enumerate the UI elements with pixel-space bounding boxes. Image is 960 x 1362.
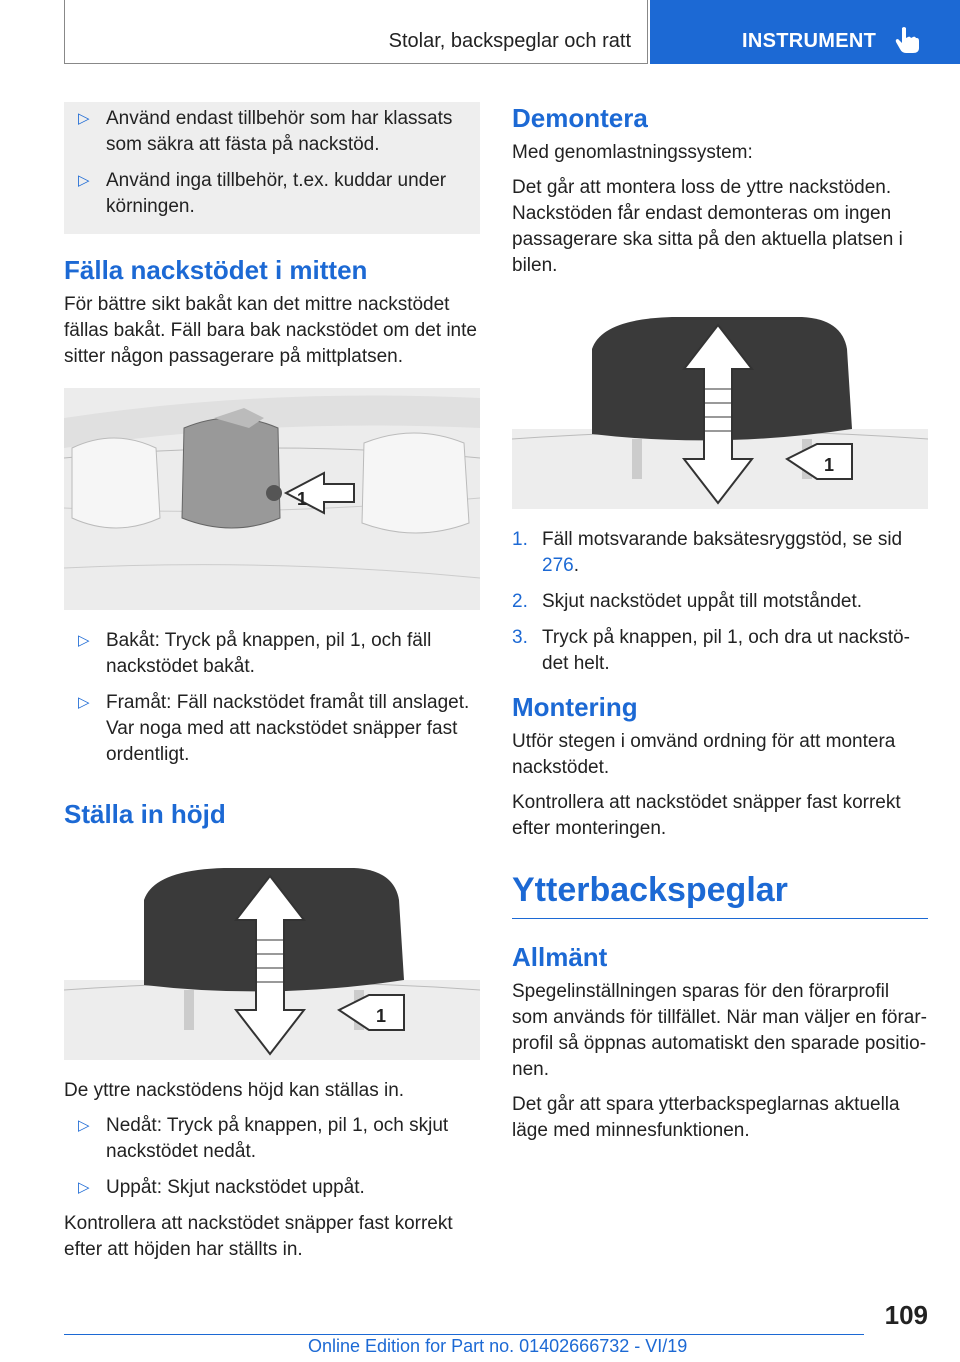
triangle-bullet-icon: ▷	[78, 110, 90, 127]
list-item: 2. Skjut nackstödet uppåt till motståndet.	[512, 589, 928, 615]
heading-mount: Montering	[512, 692, 638, 722]
list-item: 3. Tryck på knappen, pil 1, och dra ut nackstödet helt.	[512, 627, 910, 674]
list-item: 1. Fäll motsvarande baksätesryggstöd, se sid 276.	[512, 529, 903, 576]
headrest-height-illustration	[64, 860, 480, 1060]
hand-pointer-icon	[894, 26, 920, 54]
heading-mirrors: Ytterbackspeglar	[512, 868, 928, 919]
header-chapter-title: INSTRUMENT	[742, 30, 877, 52]
headrest-remove-illustration	[512, 309, 928, 509]
figure-callout-label: 1	[297, 489, 308, 509]
list-item: ▷ Använd endast tillbehör som har klassats som säkra att fästa på nackstöd.	[78, 108, 453, 155]
list-item: ▷ Framåt: Fäll nackstödet framåt till anslaget. Var noga med att nackstödet snäpper fast ordentligt.	[78, 692, 470, 765]
paragraph-remove-1: Med genomlastningssystem:	[512, 142, 753, 163]
list-item: ▷ Uppåt: Skjut nackstödet uppåt.	[64, 1175, 480, 1201]
page-link[interactable]: 276	[542, 555, 574, 576]
step-number: 3.	[512, 627, 528, 648]
header-section-title: Stolar, backspeglar och ratt	[388, 30, 631, 52]
footer-edition: Online Edition for Part no. 01402666732 - VI/19	[308, 1336, 688, 1356]
caution-box	[64, 102, 480, 234]
header-chapter-tab[interactable]	[650, 0, 960, 64]
list-item: ▷ Nedåt: Tryck på knappen, pil 1, och skjut nackstödet nedåt.	[78, 1115, 449, 1162]
paragraph-fold: För bättre sikt bakåt kan det mittre nackstödet fällas bakåt. Fäll bara bak nackstödet om det inte sitter någon passagerare på mittplatsen.	[64, 294, 477, 367]
rear-seat-headrest-illustration	[64, 388, 480, 610]
page-number: 109	[884, 1300, 928, 1330]
paragraph-remove-2: Det går att montera loss de yttre nackstöden. Nackstöden får endast demonteras om ingen passagerare ska sitta på den aktuella platsen i bilen.	[512, 177, 903, 276]
triangle-bullet-icon: ▷	[78, 1179, 90, 1196]
triangle-bullet-icon: ▷	[78, 632, 90, 649]
heading-remove: Demontera	[512, 103, 648, 133]
list-item: ▷ Använd inga tillbehör, t.ex. kuddar under körningen.	[78, 170, 447, 217]
paragraph-height: De yttre nackstödens höjd kan ställas in.	[64, 1080, 405, 1101]
paragraph-check: Kontrollera att nackstödet snäpper fast korrekt efter att höjden har ställts in.	[64, 1213, 453, 1260]
heading-general: Allmänt	[512, 942, 608, 972]
step-number: 1.	[512, 529, 528, 550]
paragraph-mount-2: Kontrollera att nackstödet snäpper fast korrekt efter monteringen.	[512, 792, 901, 839]
paragraph-general-1: Spegelinställningen sparas för den förarprofil som används för tillfället. När man väljer en förarprofil så öppnas automatiskt den sparade positionen.	[512, 981, 927, 1080]
right-column	[512, 102, 928, 1153]
triangle-bullet-icon: ▷	[78, 172, 90, 189]
header-section-box	[64, 0, 648, 64]
figure-callout-label: 1	[376, 1006, 387, 1026]
list-item: ▷ Bakåt: Tryck på knappen, pil 1, och fäll nackstödet bakåt.	[78, 630, 432, 677]
paragraph-mount-1: Utför stegen i omvänd ordning för att montera nackstödet.	[512, 731, 896, 778]
heading-fold-center: Fälla nackstödet i mitten	[64, 255, 368, 285]
triangle-bullet-icon: ▷	[78, 694, 90, 711]
triangle-bullet-icon: ▷	[78, 1117, 90, 1134]
step-number: 2.	[512, 591, 528, 612]
left-column	[64, 102, 480, 1272]
paragraph-general-2: Det går att spara ytterbackspeglarnas aktuella läge med minnesfunktionen.	[512, 1094, 900, 1141]
footer-divider	[64, 1334, 864, 1335]
figure-callout-label: 1	[824, 455, 835, 475]
heading-set-height: Ställa in höjd	[64, 799, 226, 829]
